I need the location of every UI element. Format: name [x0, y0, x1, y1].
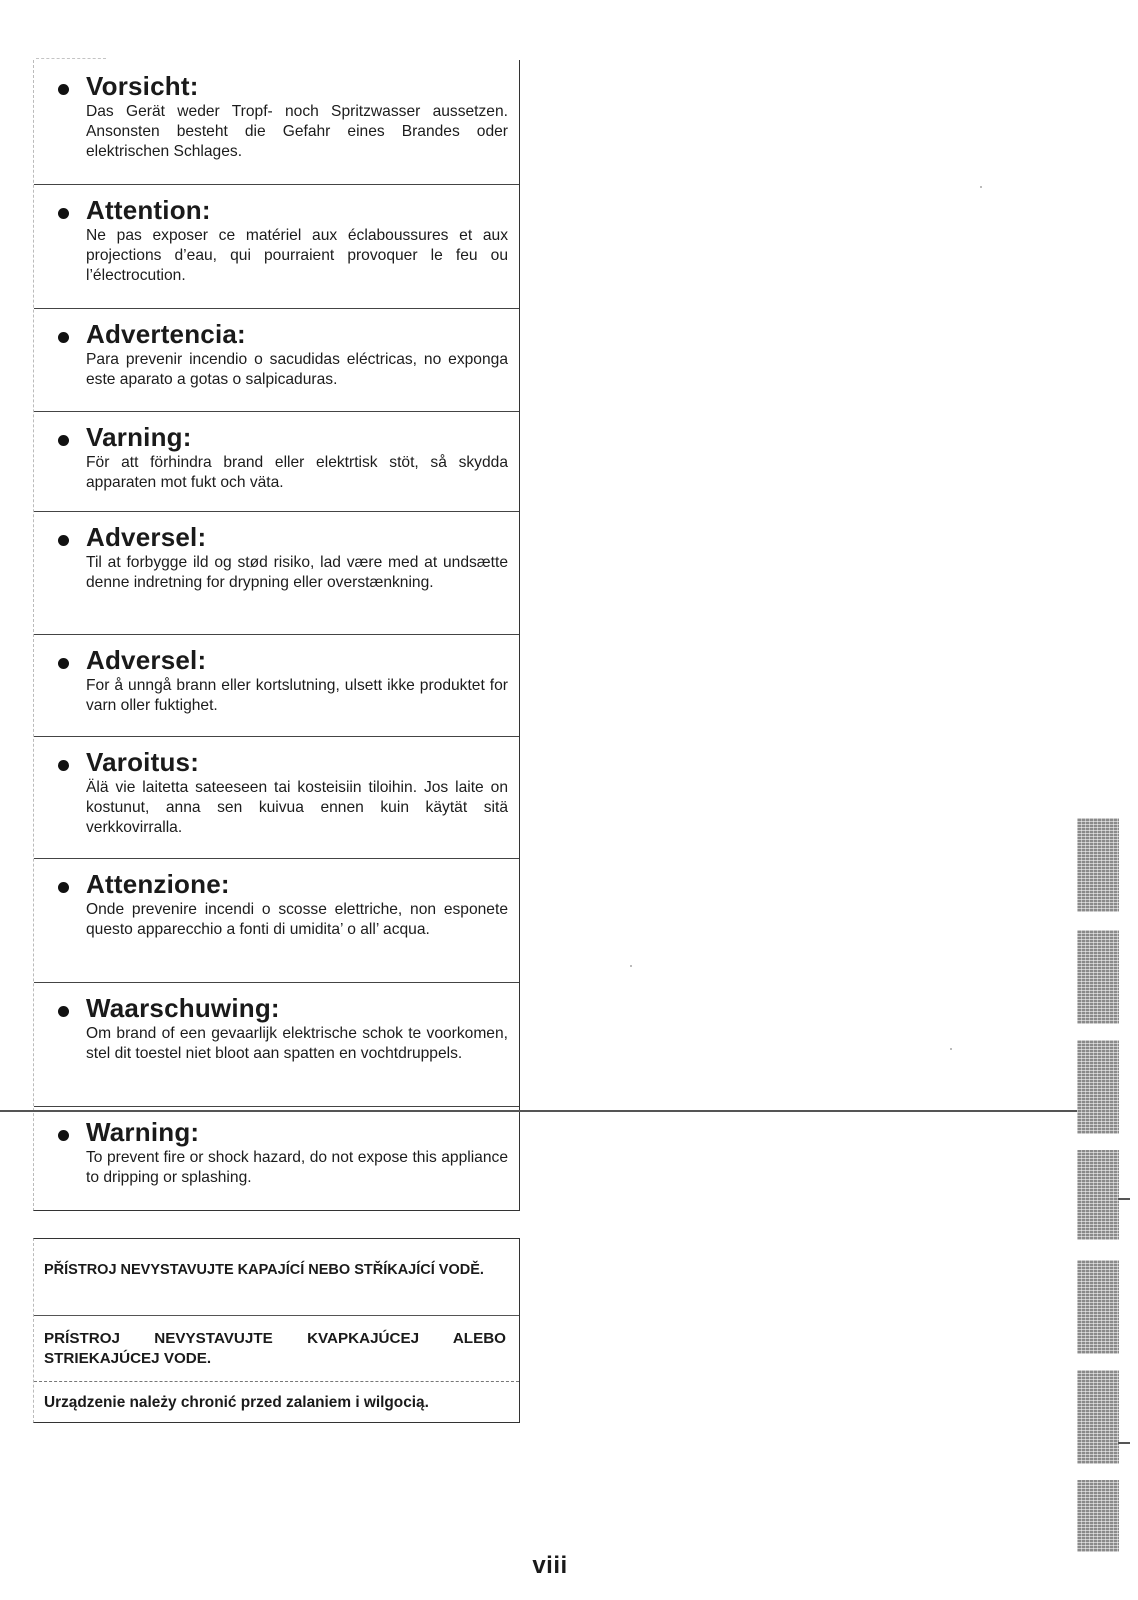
warning-section-spanish [34, 308, 519, 412]
side-index-tab [1077, 930, 1119, 1024]
notice-slovak: PRÍSTROJ NEVYSTAVUJTE KVAPKAJÚCEJ ALEBO STRIEKAJÚCEJ VODE. [44, 1330, 506, 1367]
notice-row-slovak [34, 1315, 519, 1382]
bullet-icon [58, 658, 69, 669]
bullet-icon [58, 1006, 69, 1017]
warning-body: Ne pas exposer ce matériel aux éclaboussures et aux projections d’eau, qui pourraient provoquer le feu ou l’électrocution. [86, 227, 508, 284]
warning-heading: Waarschuwing: [86, 993, 280, 1023]
warning-body: Onde prevenire incendi o scosse elettriche, non esponete questo apparecchio a fonti di umidita’ o all’ acqua. [86, 901, 508, 938]
scan-artifact-line [1118, 1198, 1130, 1200]
bullet-icon [58, 535, 69, 546]
scan-artifact-dash [36, 58, 106, 59]
warning-section-swedish [34, 411, 519, 512]
page-number: viii [532, 1552, 568, 1579]
side-index-tab [1077, 1040, 1119, 1134]
warning-section-french [34, 184, 519, 309]
bullet-icon [58, 1130, 69, 1141]
side-index-tab [1077, 1260, 1119, 1354]
warning-section-danish [34, 511, 519, 635]
warning-body: För att förhindra brand eller elektrtisk stöt, så skydda apparaten mot fukt och väta. [86, 454, 508, 491]
warning-body: Om brand of een gevaarlijk elektrische schok te voorkomen, stel dit toestel niet bloot aan spatten en vochtdruppels. [86, 1025, 508, 1062]
scan-artifact-line [0, 1110, 1118, 1112]
warning-body: Para prevenir incendio o sacudidas eléctricas, no exponga este aparato a gotas o salpicaduras. [86, 351, 508, 388]
bullet-icon [58, 760, 69, 771]
warning-section-italian [34, 858, 519, 983]
warning-heading: Advertencia: [86, 319, 246, 349]
warning-heading: Varoitus: [86, 747, 200, 777]
warning-heading: Warning: [86, 1117, 200, 1147]
scan-artifact-dot [630, 965, 632, 967]
warning-section-dutch [34, 982, 519, 1107]
notice-row-polish [34, 1381, 519, 1422]
warning-section-english [34, 1106, 519, 1210]
warning-body: To prevent fire or shock hazard, do not expose this appliance to dripping or splashing. [86, 1149, 508, 1186]
notice-polish: Urządzenie należy chronić przed zalaniem i wilgocią. [44, 1394, 429, 1411]
scan-artifact-dot [950, 1048, 952, 1050]
side-index-tab [1077, 1480, 1119, 1552]
scan-artifact-dot [980, 186, 982, 188]
warning-body: For å unngå brann eller kortslutning, ulsett ikke produktet for varn oller fuktighet. [86, 677, 508, 714]
scan-artifact-line [1118, 1442, 1130, 1444]
eastern-european-notices-box [33, 1238, 520, 1423]
warning-heading: Attention: [86, 195, 211, 225]
warning-body: Til at forbygge ild og stød risiko, lad være med at undsætte denne indretning for drypning eller overstænkning. [86, 554, 508, 591]
warning-heading: Adversel: [86, 645, 207, 675]
warning-section-finnish [34, 736, 519, 859]
side-index-tab [1077, 1370, 1119, 1464]
bullet-icon [58, 332, 69, 343]
multilingual-warnings-box [33, 60, 520, 1211]
notice-row-czech [34, 1239, 519, 1316]
warning-heading: Adversel: [86, 522, 207, 552]
notice-czech: PŘÍSTROJ NEVYSTAVUJTE KAPAJÍCÍ NEBO STŘÍKAJÍCÍ VODĚ. [44, 1262, 484, 1278]
warning-heading: Varning: [86, 422, 192, 452]
side-index-tab [1077, 818, 1119, 912]
warning-section-norwegian [34, 634, 519, 737]
bullet-icon [58, 84, 69, 95]
warning-body: Das Gerät weder Tropf- noch Spritzwasser aussetzen. Ansonsten besteht die Gefahr eines Brandes oder elektrischen Schlages. [86, 103, 508, 160]
warning-heading: Attenzione: [86, 869, 230, 899]
warning-heading: Vorsicht: [86, 71, 199, 101]
side-index-tab [1077, 1150, 1119, 1240]
warning-body: Älä vie laitetta sateeseen tai kosteisiin tiloihin. Jos laite on kostunut, anna sen kuivua ennen kuin käytät sitä verkkovirralla. [86, 779, 508, 836]
bullet-icon [58, 435, 69, 446]
warning-section-german [34, 60, 519, 185]
bullet-icon [58, 882, 69, 893]
bullet-icon [58, 208, 69, 219]
